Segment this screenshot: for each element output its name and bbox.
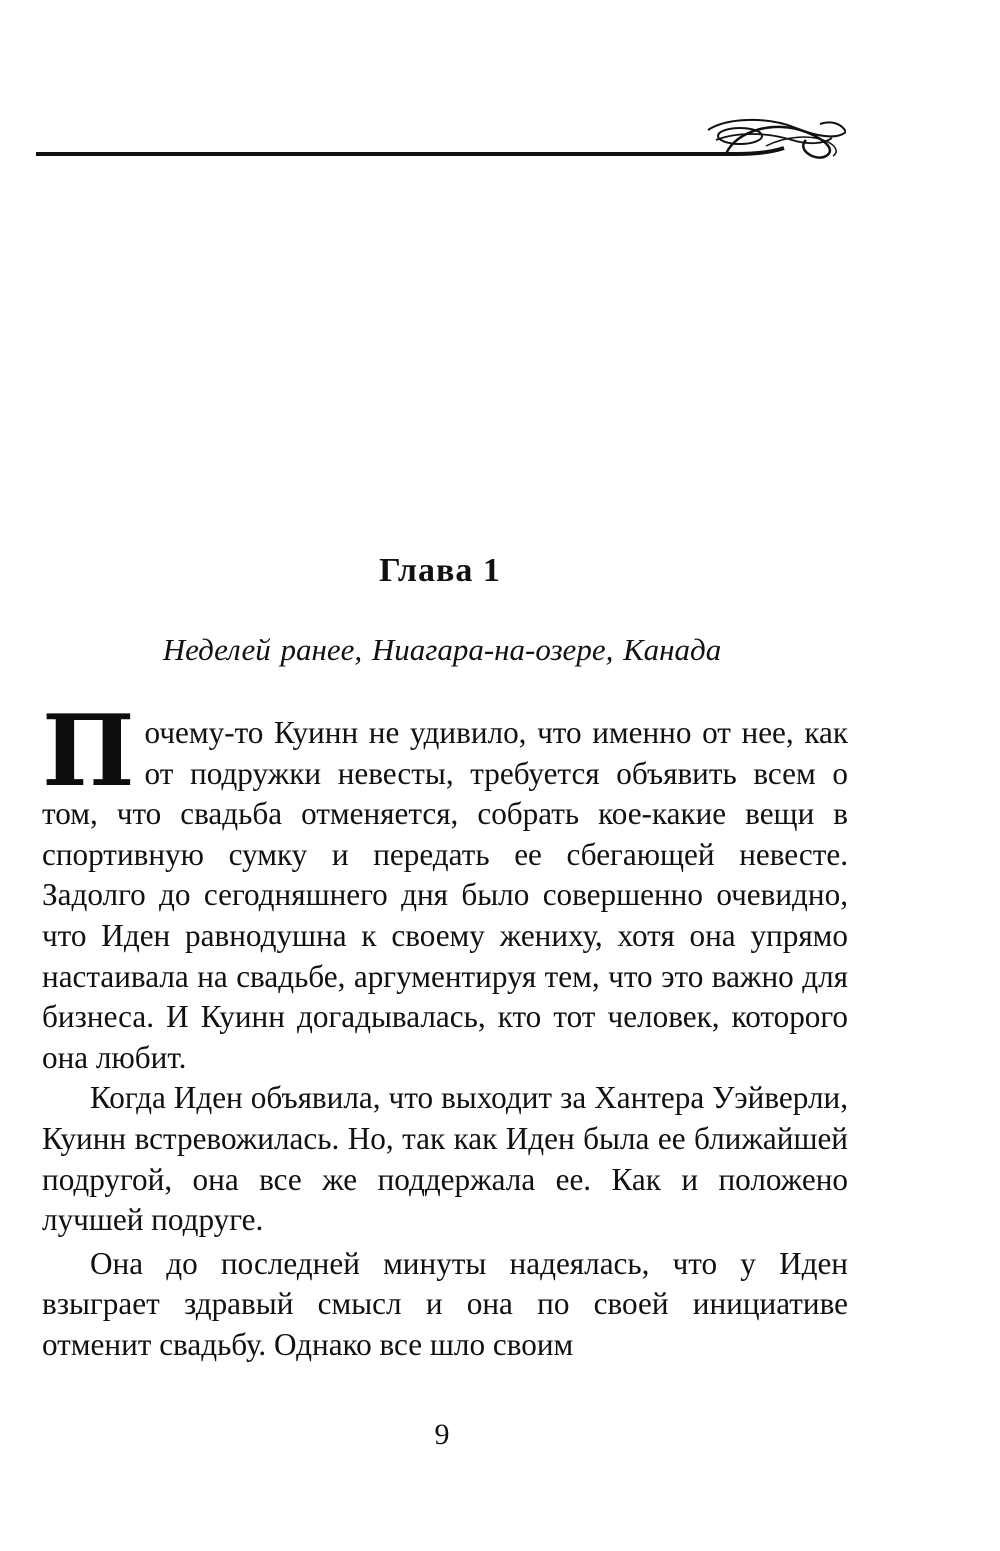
chapter-title: Глава 1 — [379, 552, 501, 589]
paragraph — [42, 694, 848, 1078]
page-number: 9 — [434, 1418, 450, 1451]
paragraph-text: Она до последней минуты надеялась, что у Иден взыграет здравый смысл и она по своей инициативе отменит свадьбу. Однако все шло своим — [42, 1245, 848, 1362]
paragraph — [42, 1078, 848, 1240]
drop-cap: П — [42, 694, 135, 809]
paragraph-text: Когда Иден объявила, что выходит за Хантера Уэйверли, Куинн встревожилась. Но, так как Иден была ее ближайшей подругой, она все же поддержала ее. Как и положено лучшей подруге. — [42, 1080, 848, 1238]
paragraph-text: очему-то Куинн не удивило, что именно от нее, как от подружки невесты, требуется объявить всем о том, что свадьба отменяется, собрать кое-какие вещи в спортивную сумку и передать ее сбегающей невесте. Задолго до сегодняшнего дня было совершенно очевидно, что Иден равнодушна к своему жениху, хотя она упрямо настаивала на свадьбе, аргументируя тем, что это важно для бизнеса. И Куинн догадывалась, кто тот человек, которого она любит. — [42, 715, 848, 1075]
chapter-subtitle: Неделей ранее, Ниагара-на-озере, Канада — [162, 632, 722, 667]
flourish-ornament-icon — [36, 110, 846, 170]
paragraph — [42, 1244, 848, 1366]
body-text — [42, 694, 848, 1366]
